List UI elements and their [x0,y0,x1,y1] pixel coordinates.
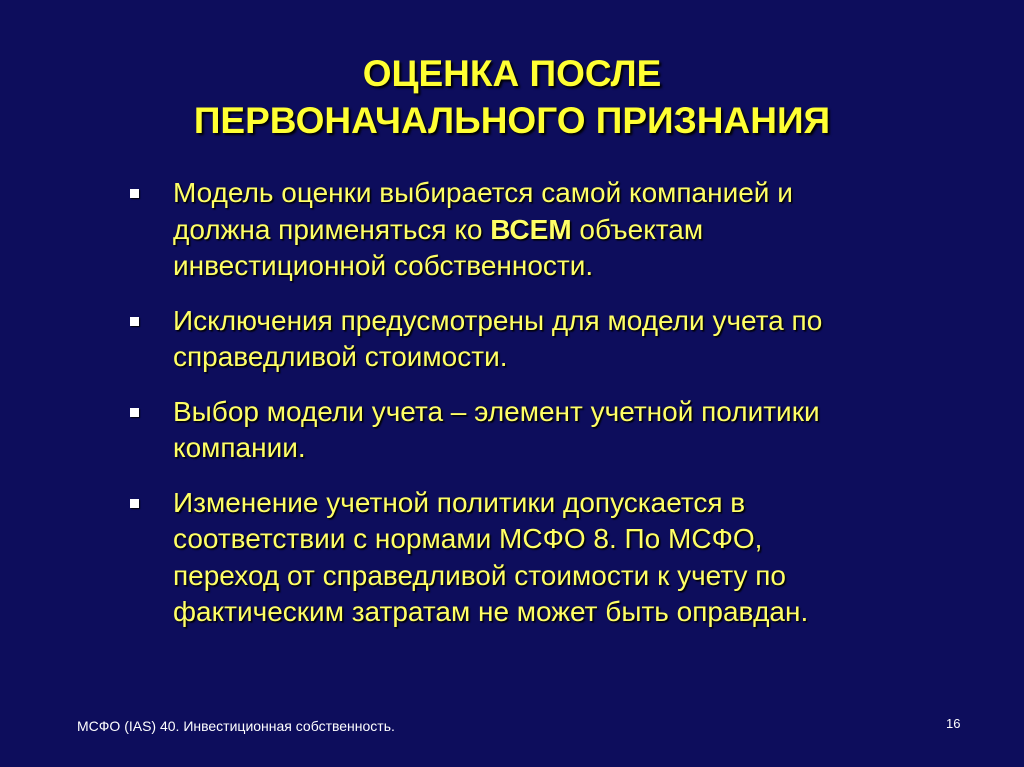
bullet-line: Выбор модели учета – элемент учетной политики [173,395,820,427]
bullet-line: справедливой стоимости. [173,341,508,372]
square-bullet-icon [130,189,139,198]
title-line-1: ОЦЕНКА ПОСЛЕ [362,53,662,94]
bullet-line: соответствии с нормами МСФО 8. По МСФО, [173,523,763,554]
bullet-line: Исключения предусмотрены для модели учета по [173,304,823,336]
bullet-line: Изменение учетной политики допускается в [173,486,746,518]
bullet-line: переход от справедливой стоимости к учету по [173,559,786,591]
emphasis-text: ВСЕМ [490,213,572,245]
bullet-line [173,212,926,249]
bullet-item [126,394,926,467]
bullet-line: компании. [173,432,306,463]
bullet-text: должна применяться ко [173,213,491,245]
bullet-line: Модель оценки выбирается самой компанией и [173,177,793,208]
square-bullet-icon [130,499,139,508]
bullet-text: объектам [571,213,704,245]
bullet-item [126,485,926,631]
slide-footer: МСФО (IAS) 40. Инвестиционная собственность. [77,718,395,734]
square-bullet-icon [130,408,139,417]
bullet-item [126,175,926,285]
page-number: 16 [946,716,961,731]
title-line-2: ПЕРВОНАЧАЛЬНОГО ПРИЗНАНИЯ [193,100,831,141]
bullet-item [126,303,926,376]
bullet-line: инвестиционной собственности. [173,250,594,281]
bullet-list [126,175,926,649]
bullet-line: фактическим затратам не может быть оправдан. [173,596,809,627]
square-bullet-icon [130,317,139,326]
slide-title [0,50,1024,144]
